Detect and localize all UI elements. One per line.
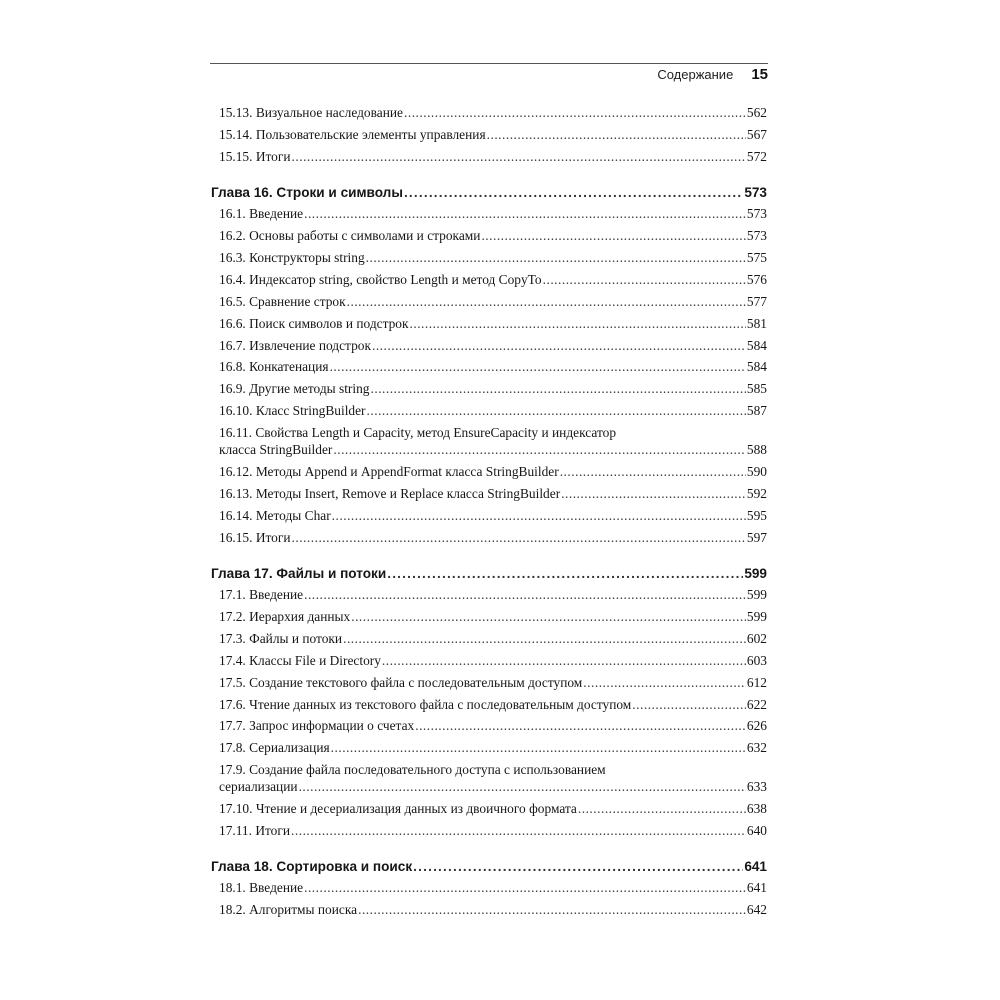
toc-entry: 16.1. Введение ..... 573: [219, 205, 767, 223]
toc-entry: 16.5. Сравнение строк ..... 577: [219, 293, 767, 311]
toc-entry: 17.7. Запрос информации о счетах ..... 626: [219, 717, 767, 735]
toc-entry: 15.13. Визуальное наследование ..... 562: [219, 104, 767, 122]
toc-entry-first-line: 17.9. Создание файла последовательного доступа с использованием: [219, 762, 606, 777]
toc-entry: 16.2. Основы работы с символами и строками ..... 573: [219, 227, 767, 245]
toc-entry: 15.14. Пользовательские элементы управления ..... 567: [219, 126, 767, 144]
toc-entry: 18.1. Введение ..... 641: [219, 879, 767, 897]
toc-entry: 17.2. Иерархия данных ..... 599: [219, 608, 767, 626]
toc-entry: 17.4. Классы File и Directory ..... 603: [219, 652, 767, 670]
toc-entry: 16.3. Конструкторы string ..... 575: [219, 249, 767, 267]
toc-chapter: Глава 16. Строки и символы ..... 573: [211, 183, 767, 203]
toc-entry: 16.12. Методы Append и AppendFormat класса StringBuilder ..... 590: [219, 463, 767, 481]
toc-entry: 17.5. Создание текстового файла с последовательным доступом ..... 612: [219, 674, 767, 692]
toc-entry: 17.8. Сериализация ..... 632: [219, 739, 767, 757]
toc-entry: 16.13. Методы Insert, Remove и Replace класса StringBuilder ..... 592: [219, 485, 767, 503]
header-page-number: 15: [751, 66, 768, 83]
toc-entry: 16.7. Извлечение подстрок ..... 584: [219, 337, 767, 355]
toc-entry: класса StringBuilder ..... 588: [219, 441, 767, 459]
toc-chapter: Глава 18. Сортировка и поиск ..... 641: [211, 857, 767, 877]
header-label: Содержание: [657, 67, 734, 82]
toc-entry: 17.11. Итоги ..... 640: [219, 822, 767, 840]
toc-entry: 16.15. Итоги ..... 597: [219, 529, 767, 547]
toc-entry: 17.10. Чтение и десериализация данных из двоичного формата ..... 638: [219, 800, 767, 818]
toc-entry: 16.8. Конкатенация ..... 584: [219, 358, 767, 376]
toc-chapter: Глава 17. Файлы и потоки ..... 599: [211, 564, 767, 584]
toc-entry-first-line: 16.11. Свойства Length и Capacity, метод EnsureCapacity и индексатор: [219, 425, 617, 440]
toc-entry: сериализации ..... 633: [219, 778, 767, 796]
toc-entry: 17.1. Введение ..... 599: [219, 586, 767, 604]
toc-entry: 17.6. Чтение данных из текстового файла с последовательным доступом ..... 622: [219, 696, 767, 714]
toc-entry: 16.14. Методы Char ..... 595: [219, 507, 767, 525]
toc-entry: 16.10. Класс StringBuilder ..... 587: [219, 402, 767, 420]
toc-entry: 18.2. Алгоритмы поиска ..... 642: [219, 901, 767, 919]
toc-entry: 17.3. Файлы и потоки ..... 602: [219, 630, 767, 648]
toc-entry: 16.6. Поиск символов и подстрок ..... 581: [219, 315, 767, 333]
toc-entry: 15.15. Итоги ..... 572: [219, 148, 767, 166]
toc-entry: 16.4. Индексатор string, свойство Length и метод CopyTo ..... 576: [219, 271, 767, 289]
toc-entry: 16.9. Другие методы string ..... 585: [219, 380, 767, 398]
